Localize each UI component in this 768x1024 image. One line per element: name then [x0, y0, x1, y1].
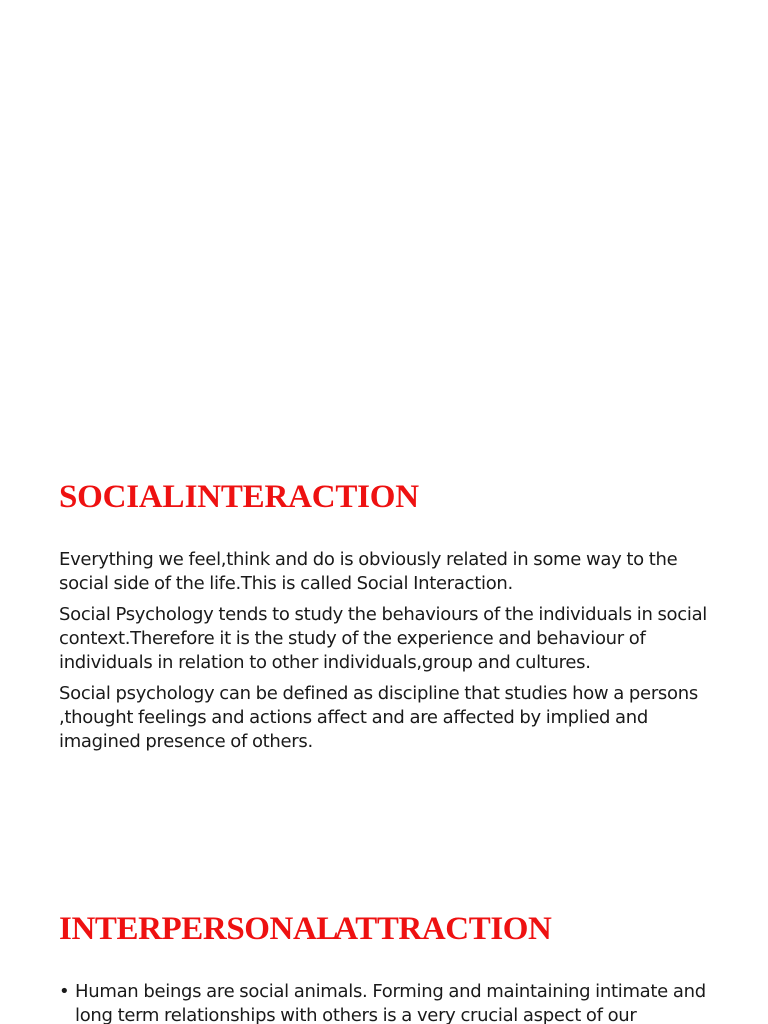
bullet-marker: • — [59, 981, 70, 1002]
paragraph: Social psychology can be defined as discipline that studies how a persons ,thought feelings and actions affect and are affected by implied and imagined presence of others. — [59, 683, 698, 752]
bullet-list — [59, 980, 718, 1024]
bullet-item — [59, 980, 718, 1024]
bullet-text: Human beings are social animals. Forming and maintaining intimate and long term relationships with others is a very crucial aspect of our — [75, 981, 706, 1024]
paragraph: Everything we feel,think and do is obviously related in some way to the social side of the life.This is called Social Interaction. — [59, 549, 678, 594]
section-body — [59, 548, 718, 754]
section-heading: INTERPERSONAL ATTRACTION — [59, 911, 552, 947]
interpersonal-attraction-section — [59, 906, 718, 1024]
section-heading: SOCIAL INTERACTION — [59, 479, 419, 515]
social-interaction-section — [59, 474, 718, 761]
paragraph: Social Psychology tends to study the behaviours of the individuals in social context.Therefore it is the study of the experience and behaviour of individuals in relation to other individuals,group and cultures. — [59, 604, 708, 673]
